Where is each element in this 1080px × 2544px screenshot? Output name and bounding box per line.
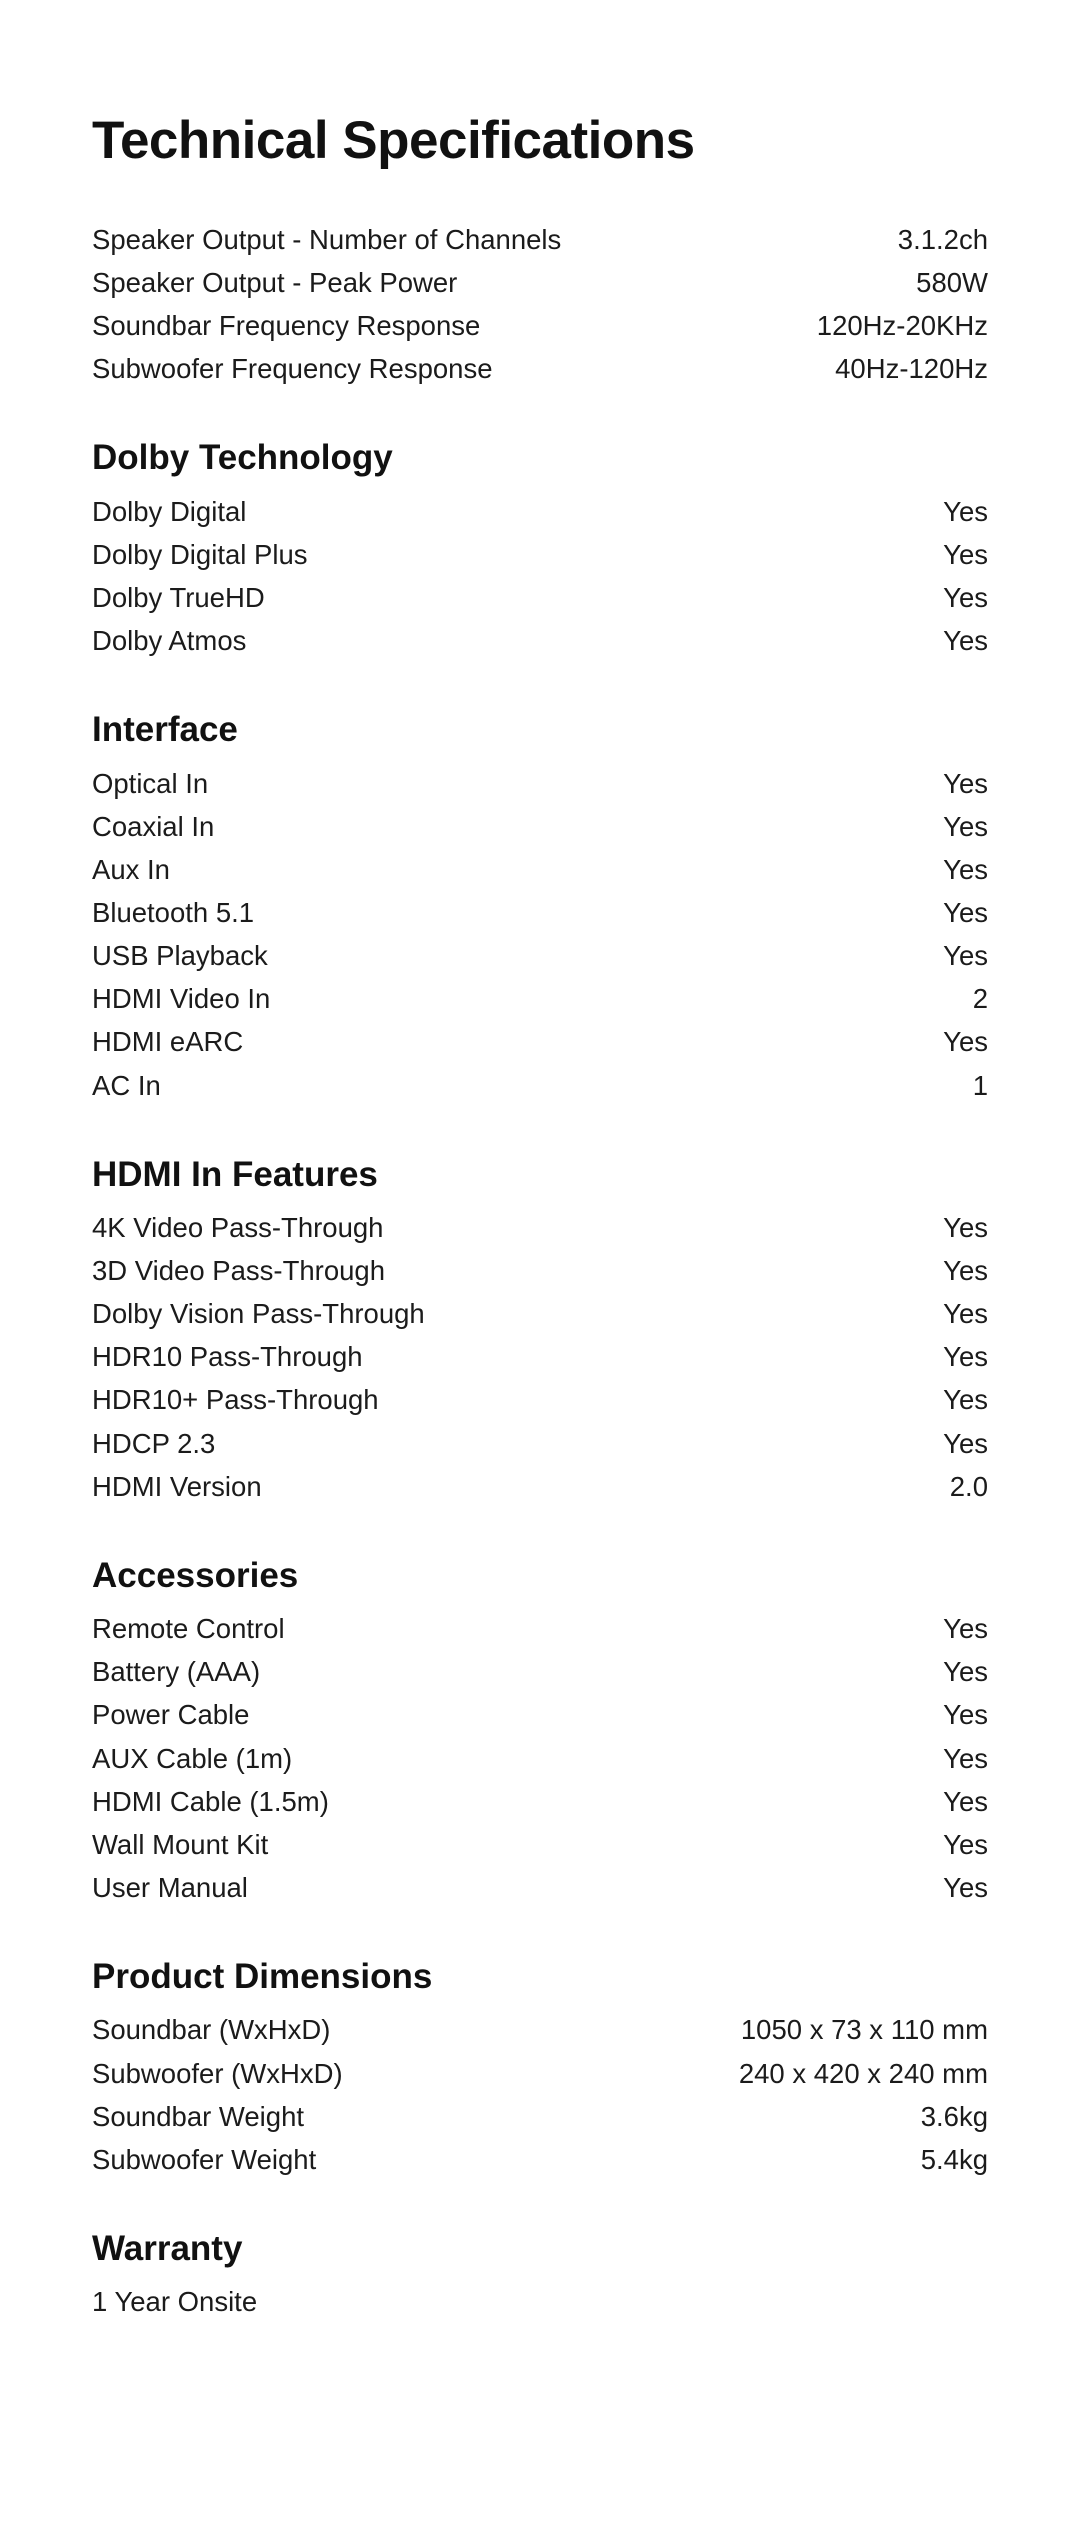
spec-value: Yes: [943, 496, 988, 528]
spec-value: Yes: [943, 539, 988, 571]
spec-row: [92, 261, 988, 304]
section-title: HDMI In Features: [92, 1154, 378, 1194]
spec-value: 120Hz-20KHz: [816, 310, 988, 342]
spec-label: Dolby Vision Pass-Through: [92, 1298, 425, 1330]
spec-row: [92, 762, 988, 805]
spec-value: Yes: [943, 1742, 988, 1774]
spec-label: Dolby Digital Plus: [92, 539, 308, 571]
spec-value: 40Hz-120Hz: [835, 353, 988, 385]
page-title: Technical Specifications: [92, 111, 695, 170]
spec-value: Yes: [943, 897, 988, 929]
spec-row: [92, 347, 988, 390]
spec-value: 3.1.2ch: [897, 224, 988, 256]
spec-label: Dolby TrueHD: [92, 582, 265, 614]
spec-label: Soundbar Weight: [92, 2100, 304, 2132]
spec-section: [92, 1153, 988, 1508]
spec-value: 2: [972, 983, 988, 1015]
spec-value: Yes: [943, 854, 988, 886]
spec-value: 580W: [916, 267, 988, 299]
spec-row: [92, 1650, 988, 1693]
spec-label: Soundbar Frequency Response: [92, 310, 481, 342]
spec-label: Battery (AAA): [92, 1656, 261, 1688]
spec-label: HDR10+ Pass-Through: [92, 1384, 379, 1416]
spec-value: Yes: [943, 1785, 988, 1817]
spec-row: [92, 1780, 988, 1823]
spec-row: [92, 934, 988, 977]
spec-row: [92, 1422, 988, 1465]
spec-value: Yes: [943, 1026, 988, 1058]
spec-label: AC In: [92, 1069, 161, 1101]
spec-row: [92, 576, 988, 619]
spec-value: Yes: [943, 1255, 988, 1287]
spec-row: [92, 619, 988, 662]
spec-section: [92, 218, 988, 390]
spec-label: Subwoofer (WxHxD): [92, 2057, 343, 2089]
spec-value: Yes: [943, 1298, 988, 1330]
spec-row: [92, 1378, 988, 1421]
spec-row: [92, 848, 988, 891]
spec-label: User Manual: [92, 1871, 248, 1903]
spec-label: Bluetooth 5.1: [92, 897, 255, 929]
spec-row: [92, 805, 988, 848]
spec-value: Yes: [943, 582, 988, 614]
section-title: Accessories: [92, 1555, 299, 1595]
spec-label: Speaker Output - Number of Channels: [92, 224, 562, 256]
spec-row: [92, 1465, 988, 1508]
spec-value: Yes: [943, 1871, 988, 1903]
spec-value: 5.4kg: [920, 2143, 988, 2175]
spec-label: Aux In: [92, 854, 170, 886]
spec-value: Yes: [943, 625, 988, 657]
spec-row: [92, 2138, 988, 2181]
spec-label: Remote Control: [92, 1613, 285, 1645]
spec-label: Dolby Digital: [92, 496, 247, 528]
spec-value: 1050 x 73 x 110 mm: [740, 2014, 988, 2046]
spec-row: [92, 1206, 988, 1249]
spec-value: Yes: [943, 1427, 988, 1459]
spec-value: Yes: [943, 1656, 988, 1688]
spec-value: Yes: [943, 1828, 988, 1860]
spec-label: Soundbar (WxHxD): [92, 2014, 331, 2046]
spec-label: Subwoofer Frequency Response: [92, 353, 493, 385]
spec-section: [92, 708, 988, 1106]
specifications-list: [92, 218, 988, 2323]
spec-value: Yes: [943, 811, 988, 843]
spec-value: Yes: [943, 1699, 988, 1731]
spec-row: [92, 218, 988, 261]
spec-label: 3D Video Pass-Through: [92, 1255, 385, 1287]
spec-section: [92, 1554, 988, 1909]
spec-label: HDMI Cable (1.5m): [92, 1785, 329, 1817]
spec-row: [92, 1249, 988, 1292]
spec-value: Yes: [943, 1341, 988, 1373]
spec-row: [92, 1335, 988, 1378]
spec-label: Wall Mount Kit: [92, 1828, 269, 1860]
section-title: Dolby Technology: [92, 438, 393, 478]
spec-row: [92, 533, 988, 576]
spec-label: 4K Video Pass-Through: [92, 1212, 384, 1244]
spec-value: Yes: [943, 768, 988, 800]
spec-row: [92, 2095, 988, 2138]
spec-label: Speaker Output - Peak Power: [92, 267, 458, 299]
spec-value: Yes: [943, 1212, 988, 1244]
spec-row: [92, 1823, 988, 1866]
spec-row: [92, 2052, 988, 2095]
section-title: Product Dimensions: [92, 1956, 433, 1996]
spec-row: [92, 1737, 988, 1780]
spec-value: 1: [972, 1069, 988, 1101]
spec-label: USB Playback: [92, 940, 268, 972]
spec-row: [92, 1020, 988, 1063]
spec-row: [92, 1693, 988, 1736]
spec-label: Dolby Atmos: [92, 625, 247, 657]
spec-label: Optical In: [92, 768, 209, 800]
spec-section: [92, 1955, 988, 2181]
spec-row: [92, 1064, 988, 1107]
spec-value: 3.6kg: [920, 2100, 988, 2132]
spec-value: Yes: [943, 940, 988, 972]
section-title: Interface: [92, 710, 238, 750]
spec-label: Power Cable: [92, 1699, 250, 1731]
spec-row: [92, 304, 988, 347]
spec-label: Coaxial In: [92, 811, 215, 843]
spec-row: [92, 1607, 988, 1650]
spec-value: Yes: [943, 1613, 988, 1645]
spec-label: Subwoofer Weight: [92, 2143, 317, 2175]
spec-label: HDMI eARC: [92, 1026, 244, 1058]
spec-label: HDMI Version: [92, 1470, 262, 1502]
section-title: Warranty: [92, 2228, 243, 2268]
spec-label: HDCP 2.3: [92, 1427, 216, 1459]
spec-value: Yes: [943, 1384, 988, 1416]
spec-row: [92, 1292, 988, 1335]
spec-note: 1 Year Onsite: [92, 2286, 258, 2318]
spec-value: 2.0: [949, 1470, 988, 1502]
spec-label: HDR10 Pass-Through: [92, 1341, 363, 1373]
spec-row: [92, 490, 988, 533]
spec-label: HDMI Video In: [92, 983, 271, 1015]
spec-label: AUX Cable (1m): [92, 1742, 293, 1774]
spec-row: [92, 891, 988, 934]
spec-row: [92, 1866, 988, 1909]
spec-section: [92, 2227, 988, 2324]
spec-value: 240 x 420 x 240 mm: [738, 2057, 988, 2089]
spec-row: [92, 977, 988, 1020]
spec-row: [92, 2008, 988, 2051]
spec-section: [92, 436, 988, 662]
